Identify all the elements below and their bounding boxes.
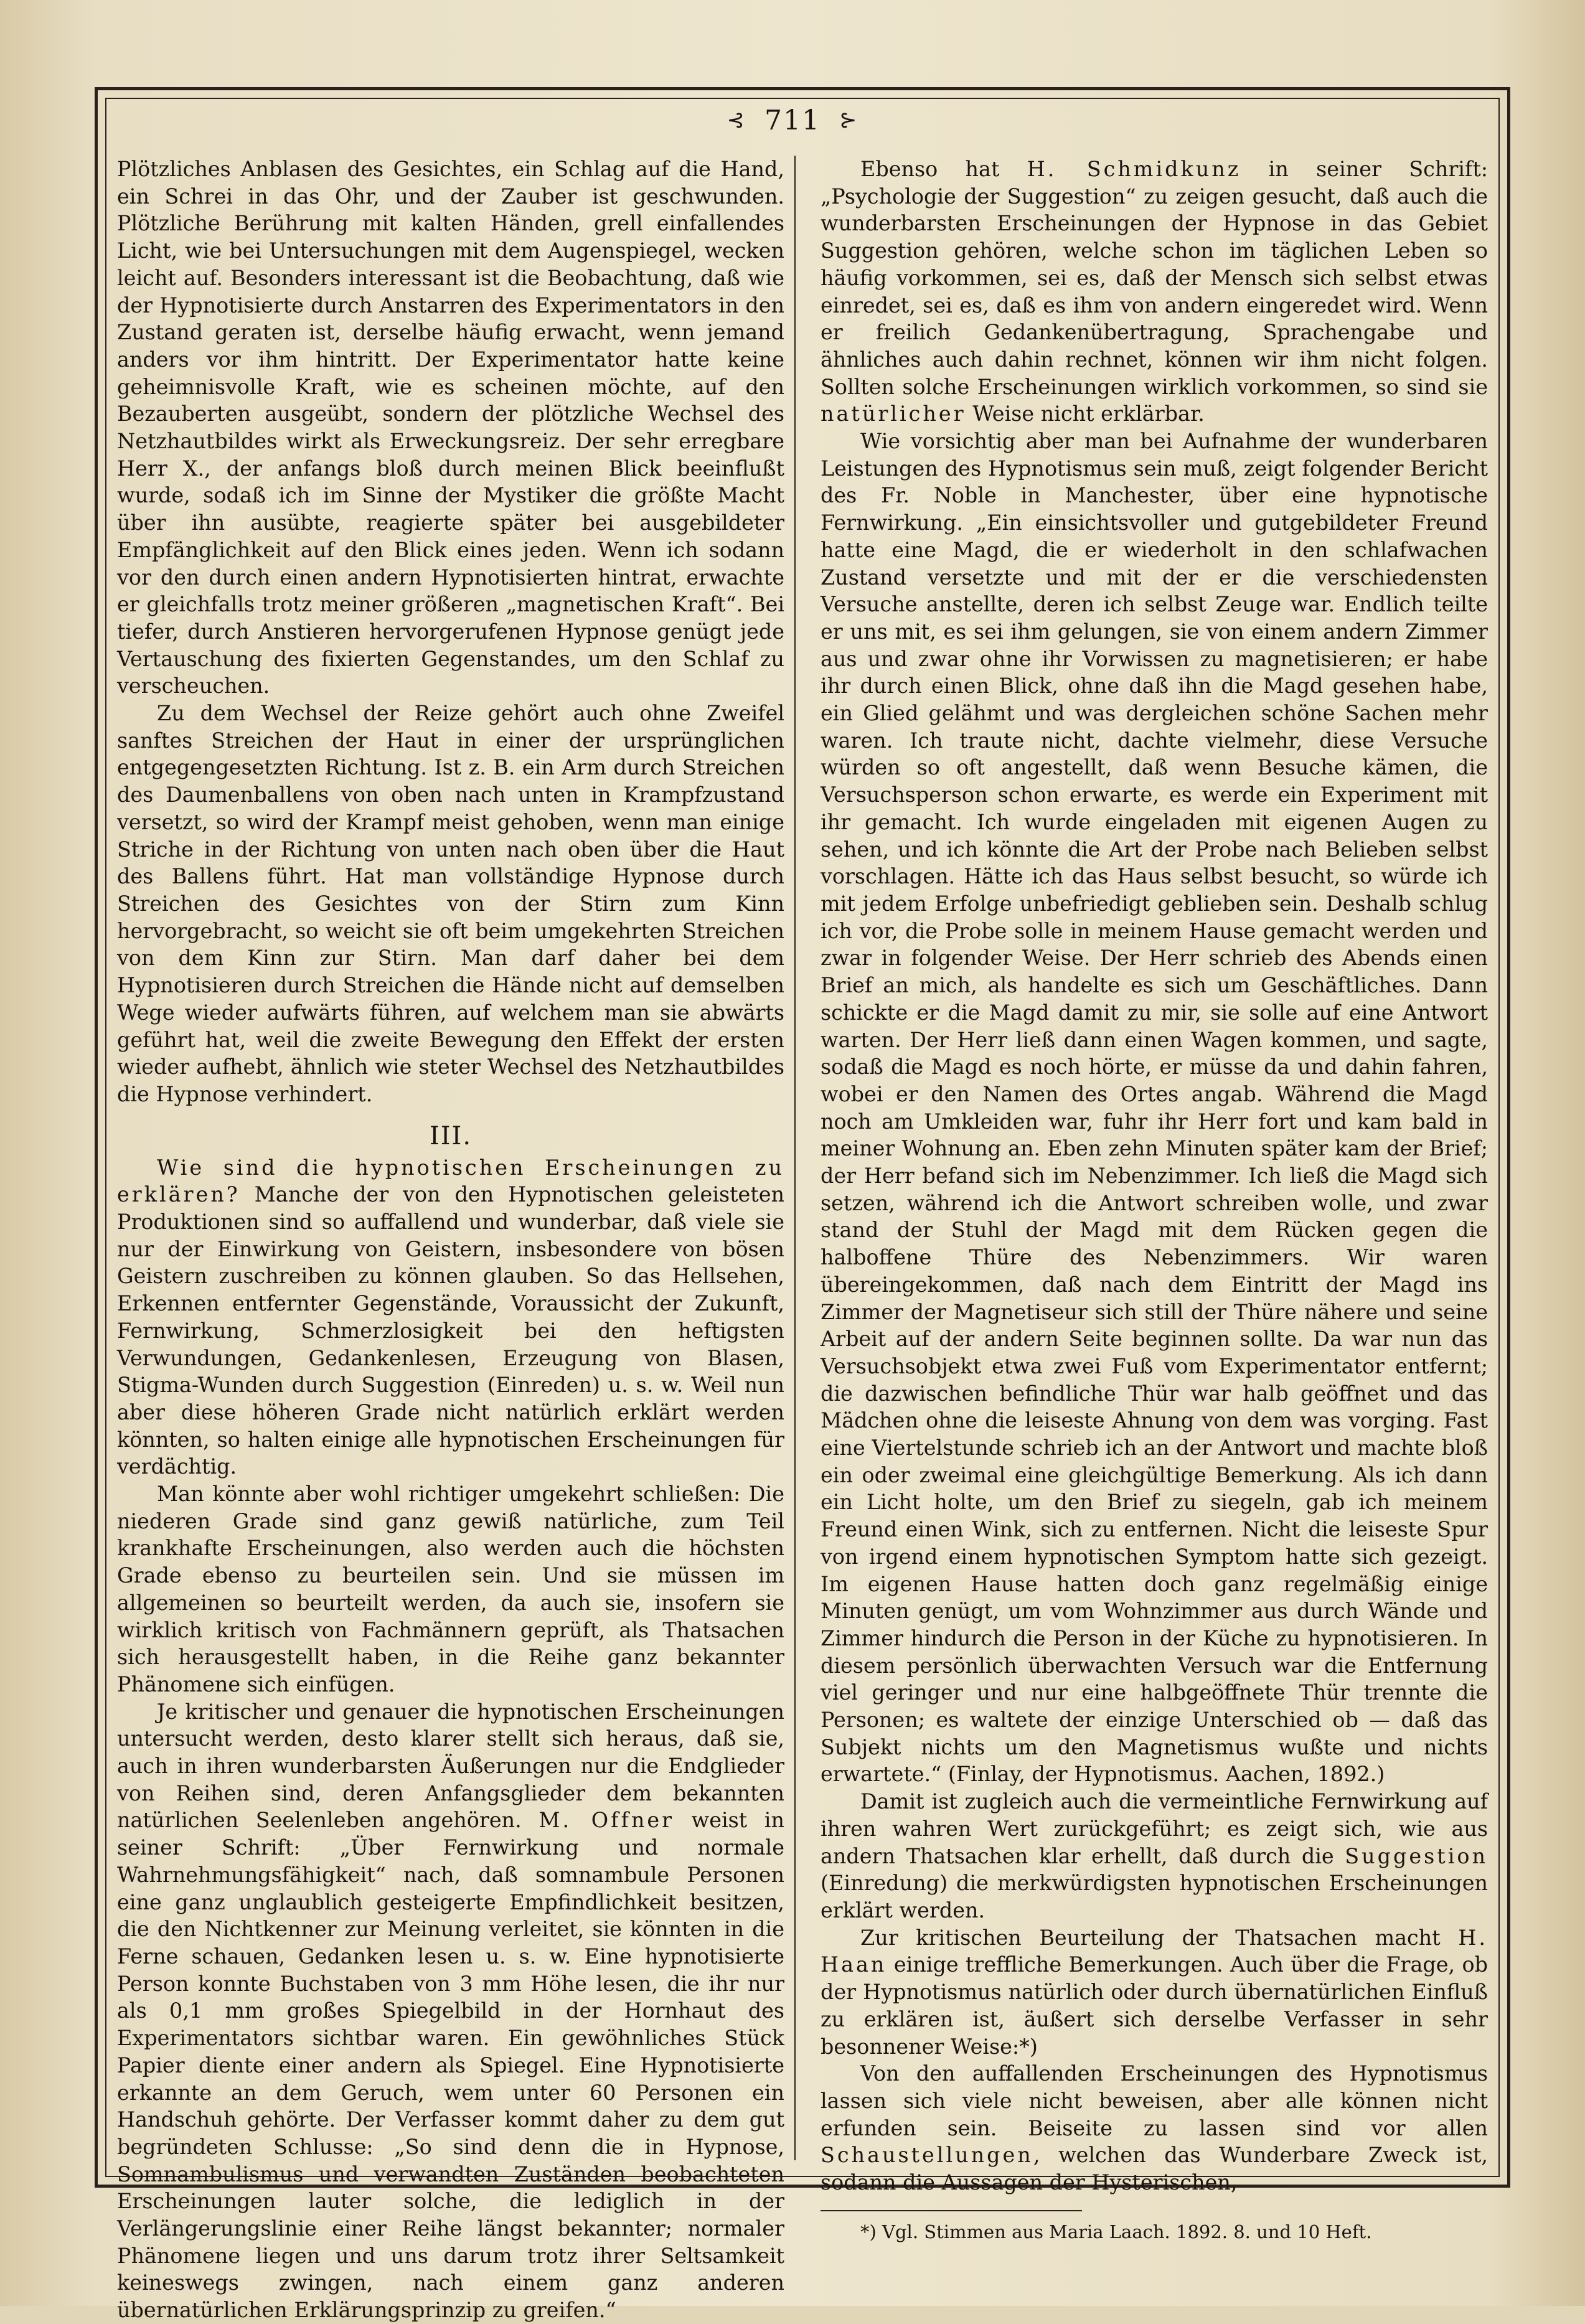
- emphasis: natürlicher: [821, 402, 966, 426]
- page-number: 711: [764, 105, 821, 136]
- left-paragraph-5: Je kritischer und genauer die hypnotischen Erscheinungen untersucht werden, desto klarer stellt sich heraus, daß sie, auch in ihren wunderbarsten Äußerungen nur die Endglieder von Reihen sind, deren Anfangsglieder dem bekannten natürlichen Seelenleben angehören. M. Offner weist in seiner Schrift: „Über Fernwirkung und normale Wahrnehmungsfähigkeit“ nach, daß somnambule Personen eine ganz unglaublich gesteigerte Empfindlichkeit besitzen, die den Nichtkenner zur Meinung verleitet, sie könnten in die Ferne schauen, Gedanken lesen u. s. w. Eine hypnotisierte Person konnte Buchstaben von 3 mm Höhe lesen, die ihr nur als 0,1 mm großes Spiegelbild in der Hornhaut des Experimentators sichtbar waren. Ein gewöhnliches Stück Papier diente einer andern als Spiegel. Eine Hypnotisierte erkannte an dem Geruch, wem unter 60 Personen ein Handschuh gehörte. Der Verfasser kommt daher zu dem gut begründeten Schlusse: „So sind denn die in Hypnose, Somnambulismus und verwandten Zuständen beobachteten Erscheinungen lauter solche, die lediglich in der Verlängerungslinie einer Reihe längst bekannter; normaler Phänomene liegen und uns darum trotz ihrer Seltsamkeit keineswegs zwingen, nach einem ganz anderen übernatürlichen Erklärungsprinzip zu greifen.“: [117, 1699, 784, 2323]
- footnote-rule: [821, 2210, 1082, 2211]
- page-header: [0, 105, 1585, 148]
- question-emphasis: Wie sind die hypnotischen Erscheinungen zu erklären?: [117, 1155, 784, 1207]
- footnote: *) Vgl. Stimmen aus Maria Laach. 1892. 8. und 10 Heft.: [860, 2221, 1372, 2242]
- left-paragraph-3: Wie sind die hypnotischen Erscheinungen zu erklären? Manche der von den Hypnotischen geleisteten Produktionen sind so auffallend und wunderbar, daß viele sie nur der Einwirkung von Geistern, insbesondere von bösen Geistern zuschreiben zu können glauben. So das Hellsehen, Erkennen entfernter Gegenstände, Voraussicht der Zukunft, Fernwirkung, Schmerzlosigkeit bei den heftigsten Verwundungen, Gedankenlesen, Erzeugung von Blasen, Stigma-Wunden durch Suggestion (Einreden) u. s. w. Weil nun aber diese höheren Grade nicht natürlich erklärt werden könnten, so halten einige alle hypnotischen Erscheinungen für verdächtig.: [117, 1155, 784, 1479]
- right-paragraph-1: Ebenso hat H. Schmidkunz in seiner Schrift: „Psychologie der Suggestion“ zu zeigen gesucht, daß auch die wunderbarsten Erscheinungen der Hypnose in das Gebiet Suggestion gehören, welche schon im täglichen Leben so häufig vorkommen, sei es, daß der Mensch sich selbst etwas einredet, sei es, daß es ihm von andern eingeredet wird. Wenn er freilich Gedankenübertragung, Sprachengabe und ähnliches auch dahin rechnet, können wir ihm nicht folgen. Sollten solche Erscheinungen wirklich vorkommen, so sind sie natürlicher Weise nicht erklärbar.: [821, 157, 1488, 426]
- column-divider: [794, 156, 796, 2160]
- emphasis: Suggestion: [1345, 1843, 1488, 1868]
- emphasis: Schaustellungen: [821, 2143, 1033, 2168]
- right-paragraph-2: Wie vorsichtig aber man bei Aufnahme der wunderbaren Leistungen des Hypnotismus sein muß, zeigt folgender Bericht des Fr. Noble in Manchester, über eine hypnotische Fernwirkung. „Ein einsichtsvoller und gutgebildeter Freund hatte eine Magd, die er wiederholt in den schlafwachen Zustand versetzte und mit der er die verschiedensten Versuche anstellte, deren ich selbst Zeuge war. Endlich teilte er uns mit, es sei ihm gelungen, sie von einem andern Zimmer aus und zwar ohne ihr Vorwissen zu magnetisieren; er habe ihr durch einen Blick, ohne daß ihn die Magd gesehen habe, ein Glied gelähmt und was dergleichen schöne Sachen mehr waren. Ich traute nicht, dachte vielmehr, diese Versuche würden so oft angestellt, daß wenn Besuche kämen, die Versuchsperson schon erwarte, es werde ein Experiment mit ihr gemacht. Ich wurde eingeladen mit eigenen Augen zu sehen, und ich könnte die Art der Probe nach Belieben selbst vorschlagen. Hätte ich das Haus selbst besucht, so würde ich mit jedem Erfolge unbefriedigt geblieben sein. Deshalb schlug ich vor, die Probe solle in meinem Hause gemacht werden und zwar in folgender Weise. Der Herr schrieb des Abends einen Brief an mich, als handelte es sich um Geschäftliches. Dann schickte er die Magd damit zu mir, sie solle auf eine Antwort warten. Der Herr ließ dann einen Wagen kommen, und sagte, sodaß die Magd es noch hörte, er müsse da und dahin fahren, wobei er den Namen des Ortes angab. Während die Magd noch am Umkleiden war, fuhr ihr Herr fort und kam bald in meiner Wohnung an. Eben zehn Minuten später kam der Brief; der Herr befand sich im Nebenzimmer. Ich ließ die Magd sich setzen, während ich die Antwort schreiben wolle, und zwar stand der Stuhl der Magd mit dem Rücken gegen die halboffene Thüre des Nebenzimmers. Wir waren übereingekommen, daß nach dem Eintritt der Magd ins Zimmer der Magnetiseur sich still der Thüre nähere und seine Arbeit auf der andern Seite beginnen sollte. Da war nun das Versuchsobjekt etwa zwei Fuß vom Experimentator entfernt; die dazwischen befindliche Thür war halb geöffnet und das Mädchen ohne die leiseste Ahnung von dem was vorging. Fast eine Viertelstunde schrieb ich an der Antwort und machte bloß ein oder zweimal eine gleichgültige Bemerkung. Als ich dann ein Licht holte, um den Brief zu siegeln, gab ich meinem Freund einen Wink, sich zu entfernen. Nicht die leiseste Spur von irgend einem hypnotischen Symptom hatte sich gezeigt. Im eigenen Hause hatten doch ganz regelmäßig einige Minuten genügt, um vom Wohnzimmer aus durch Wände und Zimmer hindurch die Person in der Küche zu hypnotisieren. In diesem persönlich überwachten Versuch war die Entfernung viel geringer und nur eine halbgeöffnete Thür trennte die Personen; es waltete der einzige Unterschied ob — daß das Subjekt nichts um den Magnetismus wußte und nichts erwartete.“ (Finlay, der Hypnotismus. Aachen, 1892.): [821, 429, 1488, 1787]
- ornament-left-icon: ⊰: [727, 108, 746, 133]
- left-paragraph-2: Zu dem Wechsel der Reize gehört auch ohne Zweifel sanftes Streichen der Haut in einer der ursprünglichen entgegengesetzten Richtung. Ist z. B. ein Arm durch Streichen des Daumenballens von oben nach unten in Krampfzustand versetzt, so wird der Krampf meist gehoben, wenn man einige Striche in der Richtung von unten nach oben über die Haut des Ballens führt. Hat man vollständige Hypnose durch Streichen des Gesichtes von der Stirn zum Kinn hervorgebracht, so weicht sie oft beim umgekehrten Streichen von dem Kinn zur Stirn. Man darf daher bei dem Hypnotisieren durch Streichen die Hände nicht auf demselben Wege wieder aufwärts führen, auf welchem man sie abwärts geführt hat, weil die zweite Bewegung den Effekt der ersten wieder aufhebt, ähnlich wie steter Wechsel des Netzhautbildes die Hypnose verhindert.: [117, 701, 784, 1106]
- ornament-right-icon: ⊱: [839, 108, 858, 133]
- left-paragraph-1: Plötzliches Anblasen des Gesichtes, ein Schlag auf die Hand, ein Schrei in das Ohr, und der Zauber ist geschwunden. Plötzliche Berührung mit kalten Händen, grell einfallendes Licht, wie bei Untersuchungen mit dem Augenspiegel, wecken leicht auf. Besonders interessant ist die Beobachtung, daß wie der Hypnotisierte durch Anstarren des Experimentators in den Zustand geraten ist, derselbe häufig erwacht, wenn jemand anders vor ihm hintritt. Der Experimentator hatte keine geheimnisvolle Kraft, wie es scheinen möchte, auf den Bezauberten ausgeübt, sondern der plötzliche Wechsel des Netzhautbildes wirkt als Erweckungsreiz. Der sehr erregbare Herr X., der anfangs bloß durch meinen Blick beeinflußt wurde, sodaß ich im Sinne der Mystiker die größte Macht über ihn ausübte, reagierte später bei ausgebildeter Empfänglichkeit auf den Blick eines jeden. Wenn ich sodann vor den durch einen andern Hypnotisierten hintrat, erwachte er gleichfalls trotz meiner größeren „magnetischen Kraft“. Bei tiefer, durch Anstieren hervorgerufenen Hypnose genügt jede Vertauschung des fixierten Gegenstandes, um den Schlaf zu verscheuchen.: [117, 157, 784, 699]
- right-paragraph-4: Zur kritischen Beurteilung der Thatsachen macht H. Haan einige treffliche Bemerkungen. Auch über die Frage, ob der Hypnotismus natürlich oder durch übernatürlichen Einfluß zu erklären ist, äußert sich derselbe Verfasser in sehr besonnener Weise:*): [821, 1925, 1488, 2059]
- right-paragraph-5: Von den auffallenden Erscheinungen des Hypnotismus lassen sich viele nicht beweisen, aber alle können nicht erfunden sein. Beiseite zu lassen sind vor allen Schaustellungen, welchen das Wunderbare Zweck ist, sodann die Aussagen der Hysterischen,: [821, 2061, 1488, 2195]
- section-heading: III.: [429, 1121, 473, 1150]
- author-name: H. Haan: [821, 1925, 1488, 1977]
- left-column: [117, 156, 784, 2324]
- right-column: [821, 156, 1488, 2244]
- author-name: H. Schmidkunz: [1027, 157, 1241, 181]
- author-name: M. Offner: [539, 1808, 675, 1833]
- right-paragraph-3: Damit ist zugleich auch die vermeintliche Fernwirkung auf ihren wahren Wert zurückgeführt; es zeigt sich, wie aus andern Thatsachen klar erhellt, daß durch die Suggestion (Einredung) die merkwürdigsten hypnotischen Erscheinungen erklärt werden.: [821, 1789, 1488, 1922]
- left-paragraph-4: Man könnte aber wohl richtiger umgekehrt schließen: Die niederen Grade sind ganz gewiß natürliche, zum Teil krankhafte Erscheinungen, also werden auch die höchsten Grade ebenso zu beurteilen sein. Und sie müssen im allgemeinen so beurteilt werden, da auch sie, insofern sie wirklich kritisch von Fachmännern geprüft, als Thatsachen sich herausgestellt haben, in die Reihe ganz bekannter Phänomene sich einfügen.: [117, 1482, 784, 1696]
